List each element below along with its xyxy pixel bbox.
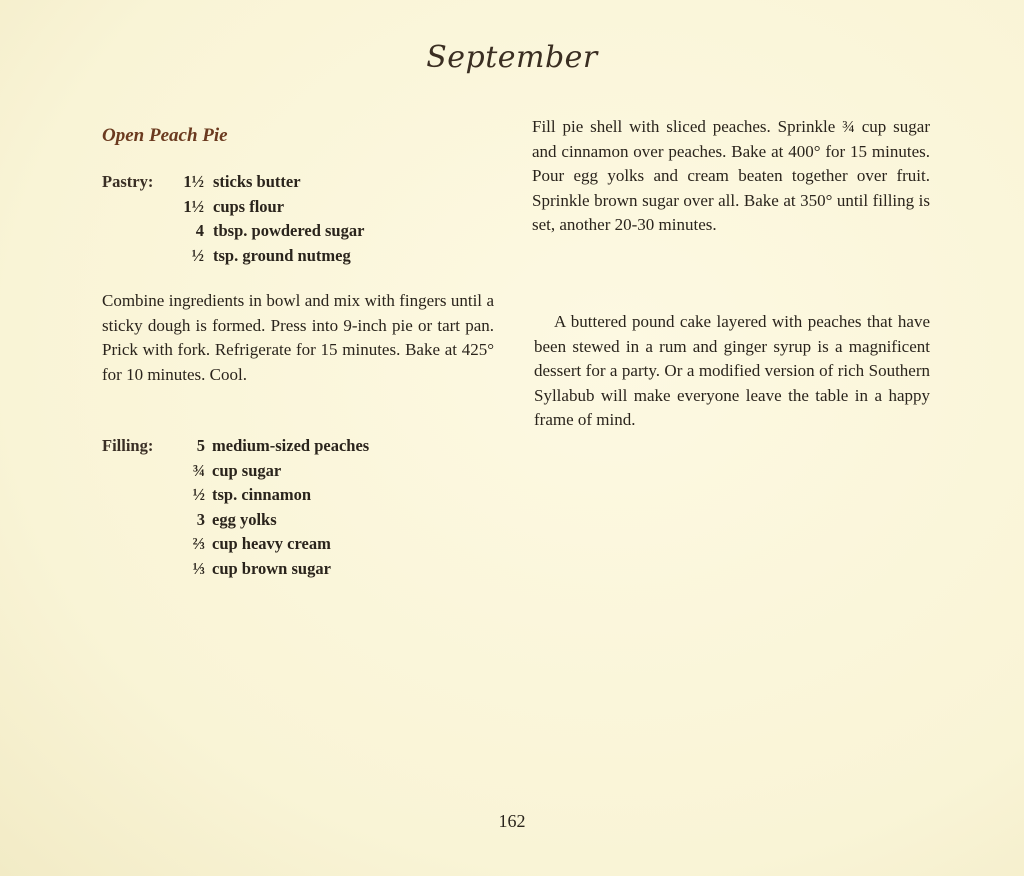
ingredient-quantity: 1½ [183,172,204,191]
ingredient-quantity: ⅔ [192,534,205,553]
ingredient-name: cup sugar [212,460,282,480]
ingredient-name: sticks butter [213,172,301,191]
filling-instructions: Fill pie shell with sliced peaches. Sprinkle ¾ cup sugar and cinnamon over peaches. Bake at 400° for 15 minutes. Pour egg yolks and cream beaten together over fruit. Sprinkle brown sugar over all. Bake at 350° until filling is set, another 20-30 minutes. [532,117,930,234]
ingredient-quantity: 3 [196,509,205,529]
ingredient-name: tbsp. powdered sugar [213,221,365,240]
ingredient-name: cup brown sugar [212,558,331,578]
ingredient-quantity: 4 [195,221,204,240]
serving-note: A buttered pound cake layered with peaches that have been stewed in a rum and ginger syrup is a magnificent dessert for a party. Or a modified version of rich Southern Syllabub will make everyone leave the table in a happy frame of mind. [534,312,930,429]
page-number: 162 [498,811,526,831]
ingredient-quantity: ⅓ [192,558,205,578]
running-head: September [426,40,598,75]
ingredient-name: tsp. cinnamon [212,485,312,504]
recipe-title: Open Peach Pie [102,125,228,146]
ingredient-name: cups flour [213,196,285,216]
ingredient-name: tsp. ground nutmeg [213,245,351,265]
ingredient-quantity: 1½ [183,196,204,216]
pastry-label: Pastry: [102,172,154,191]
filling-label: Filling: [102,436,154,455]
ingredient-quantity: ¾ [192,460,205,480]
ingredient-name: medium-sized peaches [212,436,370,455]
ingredient-quantity: 5 [196,436,205,455]
pastry-instructions: Combine ingredients in bowl and mix with fingers until a sticky dough is formed. Press into 9-inch pie or tart pan. Prick with fork. Refrigerate for 15 minutes. Bake at 425° for 10 minutes. Cool. [102,291,494,384]
ingredient-quantity: ½ [192,485,205,504]
ingredient-name: egg yolks [212,509,277,529]
ingredient-name: cup heavy cream [212,534,331,553]
ingredient-quantity: ½ [191,245,204,265]
